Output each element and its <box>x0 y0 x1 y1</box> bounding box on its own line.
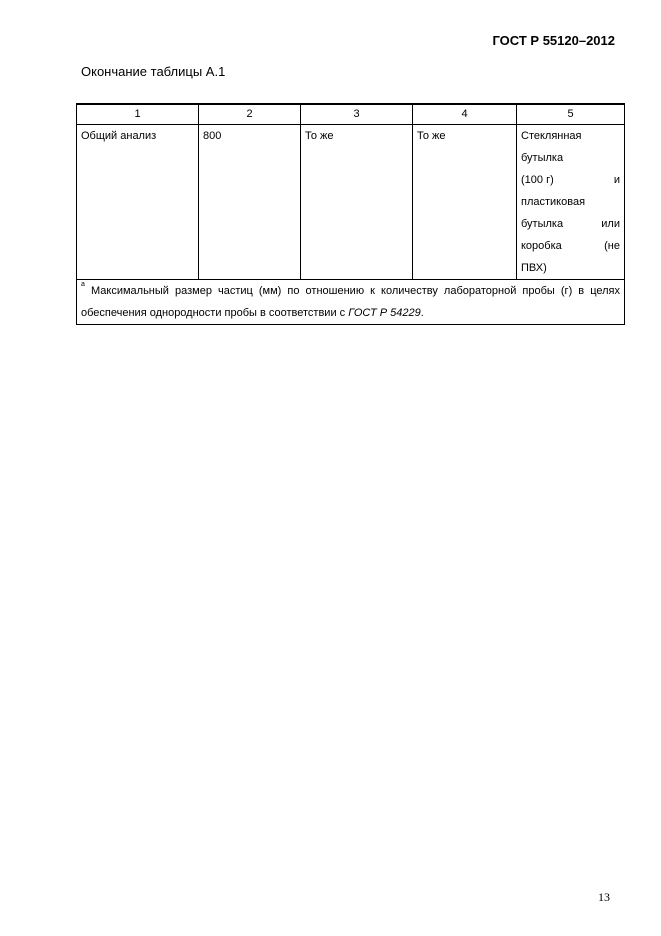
column-number: 1 <box>77 104 199 125</box>
footnote-row <box>77 280 625 325</box>
data-table <box>76 103 625 325</box>
col3-cell: То же <box>301 125 413 280</box>
footnote-end: . <box>420 307 424 319</box>
container-line <box>521 169 620 191</box>
container-word: бутылка <box>521 218 564 230</box>
container-word: или <box>601 218 620 230</box>
footnote-text: Максимальный размер частиц (мм) по отношению к количеству лабораторной пробы (г) в целях обеспечения однородности пробы в соответствии с <box>81 285 621 319</box>
table-caption: Окончание таблицы А.1 <box>81 64 226 79</box>
table-footnote <box>77 280 625 325</box>
column-number: 2 <box>199 104 301 125</box>
footnote-reference: ГОСТ Р 54229 <box>348 307 421 319</box>
container-word: коробка <box>521 240 562 252</box>
analysis-type-cell: Общий анализ <box>77 125 199 280</box>
standard-designation: ГОСТ Р 55120–2012 <box>492 33 615 48</box>
container-line: пластиковая <box>521 196 586 208</box>
container-word: (не <box>604 240 620 252</box>
column-number: 3 <box>301 104 413 125</box>
container-line: ПВХ) <box>521 262 547 274</box>
column-number: 4 <box>413 104 517 125</box>
col4-cell: То же <box>413 125 517 280</box>
column-number-row <box>77 104 625 125</box>
container-line <box>521 213 620 235</box>
container-word: (100 г) <box>521 174 554 186</box>
sample-mass-cell: 800 <box>199 125 301 280</box>
column-number: 5 <box>517 104 625 125</box>
container-cell <box>517 125 625 280</box>
container-line <box>521 235 620 257</box>
container-word: и <box>613 174 620 186</box>
container-line: Стеклянная <box>521 130 582 142</box>
table-row <box>77 125 625 280</box>
container-line: бутылка <box>521 152 564 164</box>
footnote-marker: а <box>81 281 85 288</box>
page-number: 13 <box>598 890 610 904</box>
